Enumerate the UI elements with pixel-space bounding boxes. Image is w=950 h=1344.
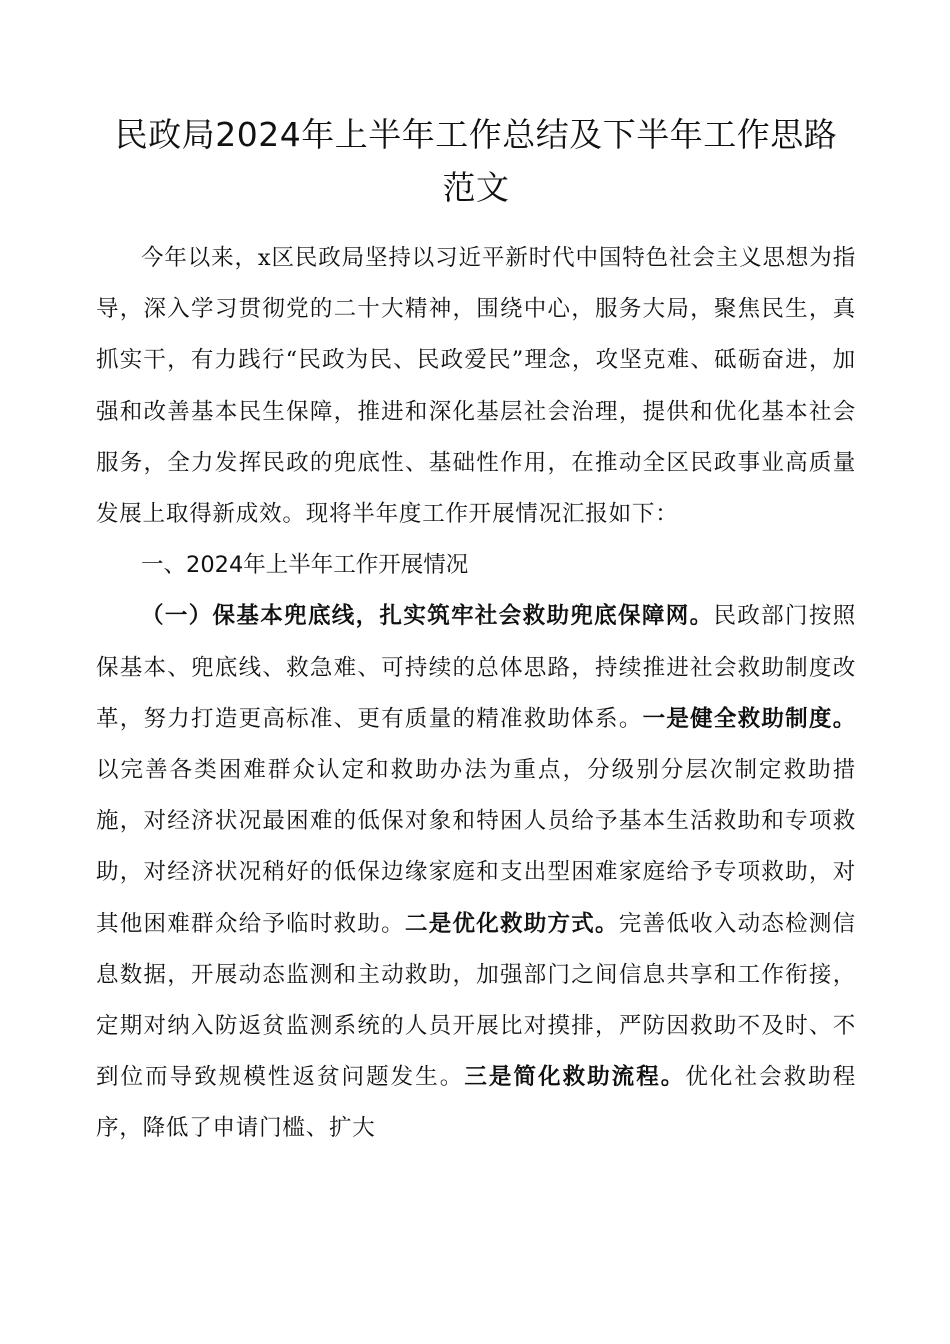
intro-paragraph: 今年以来，x区民政局坚持以习近平新时代中国特色社会主义思想为指导，深入学习贯彻党的二十大精神，围绕中心，服务大局，聚焦民生，真抓实干，有力践行“民政为民、民政爱民”理念，攻坚克难、砥砺奋进，加强和改善基本民生保障，推进和深化基层社会治理，提供和优化基本社会服务，全力发挥民政的兜底性、基础性作用，在推动全区民政事业高质量发展上取得新成效。现将半年度工作开展情况汇报如下：: [96, 245, 856, 528]
title-line-1: 民政局2024年上半年工作总结及下半年工作思路: [114, 115, 838, 154]
point-1-heading: 一是健全救助制度。: [642, 705, 856, 732]
point-2-heading: 二是优化救助方式。: [404, 910, 619, 937]
point-3-heading: 三是简化救助流程。: [464, 1064, 686, 1091]
subsection-text-3: 完善低收入动态检测信息数据，开展动态监测和主动救助，加强部门之间信息共享和工作衔接，定期对纳入防返贫监测系统的人员开展比对摸排，严防因救助不及时、不到位而导致规模性返贫问题发生。: [96, 910, 856, 1091]
document-page: [96, 108, 856, 1155]
subsection-lead: （一）保基本兜底线，扎实筑牢社会救助兜底保障网。: [141, 603, 714, 630]
subsection-text-1: 民政部门按照保基本、兜底线、救急难、可持续的总体思路，持续推进社会救助制度改革，努力打造更高标准、更有质量的精准救助体系。: [96, 603, 856, 732]
title-line-2: 范文: [442, 168, 510, 207]
document-title: [96, 108, 856, 214]
section-heading: 一、2024年上半年工作开展情况: [141, 552, 469, 579]
subsection-text-2: 以完善各类困难群众认定和救助办法为重点，分级别分层次制定救助措施，对经济状况最困难的低保对象和特困人员给予基本生活救助和专项救助，对经济状况稍好的低保边缘家庭和支出型困难家庭给予专项救助，对其他困难群众给予临时救助。: [96, 757, 856, 937]
subsection-paragraph: [96, 591, 856, 1154]
subsection-text-4: 优化社会救助程序，降低了申请门槛、扩大: [96, 1064, 856, 1142]
